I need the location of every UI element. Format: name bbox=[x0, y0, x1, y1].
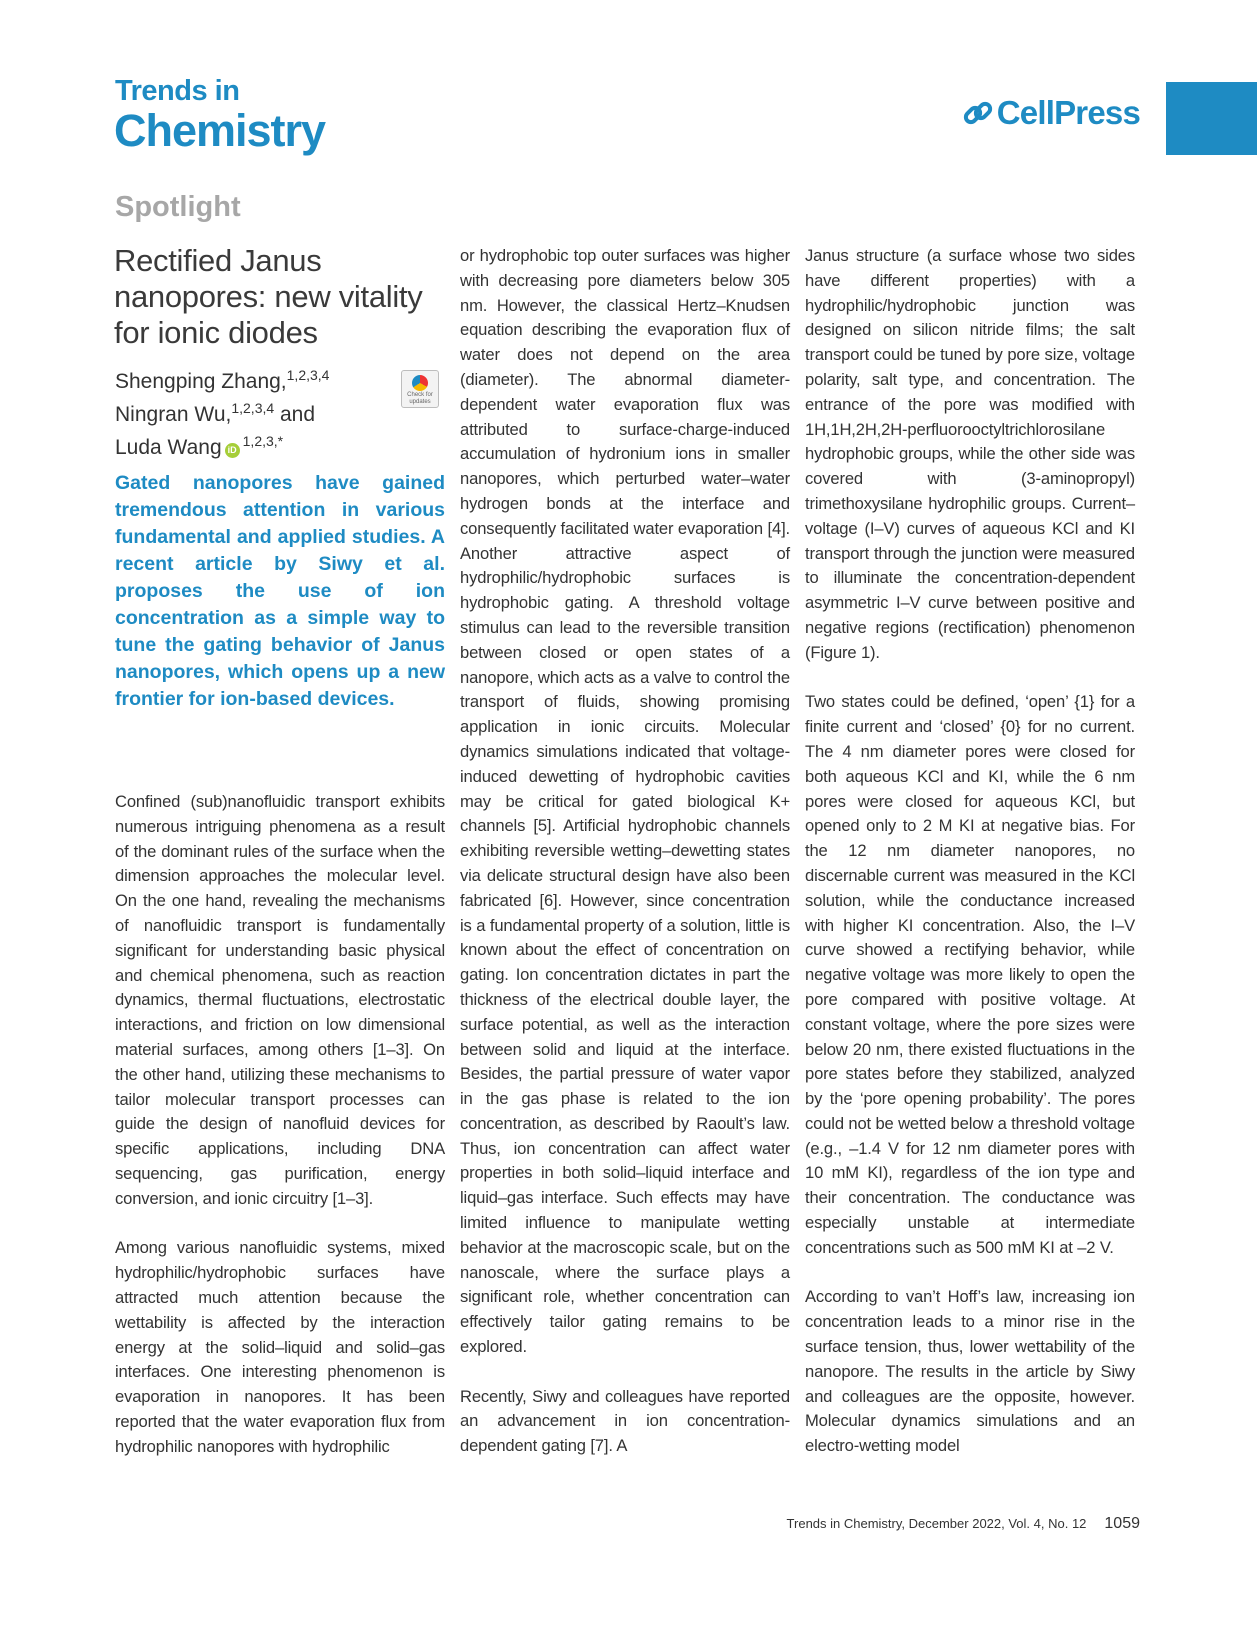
body-column-2 bbox=[460, 244, 790, 1484]
paragraph: Recently, Siwy and colleagues have reported an advancement in ion concentration-dependent gating [7]. A bbox=[460, 1386, 790, 1456]
author-2[interactable]: Ningran Wu,$^{1,2,3,4}$ and bbox=[115, 400, 316, 426]
journal-name-line2: Chemistry bbox=[114, 105, 326, 156]
article-title: Rectified Janus nanopores: new vitality for ionic diodes bbox=[114, 243, 423, 350]
paragraph: According to van’t Hoff’s law, increasing ion concentration leads to a minor rise in the surface tension, thus, lower wettability of the nanopore. The results in the article by Siwy and colleagues are the opposite, however. Molecular dynamics simulations and an electro-wetting model bbox=[805, 1287, 1135, 1456]
check-for-updates-badge[interactable] bbox=[401, 370, 439, 408]
orcid-icon[interactable]: iD bbox=[225, 443, 240, 458]
crossmark-icon bbox=[412, 375, 428, 391]
check-for-updates-label: Check for updates bbox=[407, 392, 433, 405]
paragraph: Confined (sub)nanofluidic transport exhibits numerous intriguing phenomena as a result of the dominant rules of the surface when the dimension approaches the molecular level. On the one hand, revealing the mechanisms of nanofluidic transport is fundamentally significant for understanding basic physical and chemical phenomena, such as reaction dynamics, thermal fluctuations, electrostatic interactions, and friction on low dimensional material surfaces, among others [1–3]. On the other hand, utilizing these mechanisms to tailor molecular transport processes can guide the design of nanofluid devices for specific applications, including DNA sequencing, gas purification, energy conversion, and ionic circuitry [1–3]. bbox=[115, 792, 445, 1208]
abstract: Gated nanopores have gained tremendous attention in various fundamental and applied studies. A recent article by Siwy et al. proposes the use of ion concentration as a simple way to tune the gating behavior of Janus nanopores, which opens up a new frontier for ion-based devices. bbox=[115, 472, 445, 710]
section-label: Spotlight bbox=[115, 191, 241, 223]
publisher-name: CellPress bbox=[996, 94, 1140, 131]
paragraph: Among various nanofluidic systems, mixed hydrophilic/hydrophobic surfaces have attracted much attention because the wettability is affected by the interaction energy at the solid–liquid and solid–gas interfaces. One interesting phenomenon is evaporation in nanopores. It has been reported that the water evaporation flux from hydrophilic nanopores with hydrophilic bbox=[115, 1238, 445, 1456]
publisher-logo[interactable] bbox=[963, 94, 1140, 132]
journal-name-line1: Trends in bbox=[115, 75, 240, 107]
author-1[interactable]: Shengping Zhang,$^{1,2,3,4}$ bbox=[115, 367, 330, 393]
body-column-3 bbox=[805, 244, 1135, 1484]
paragraph: Janus structure (a surface whose two sides have different properties) with a hydrophilic/hydrophobic junction was designed on silicon nitride films; the salt transport could be tuned by pore size, voltage polarity, salt type, and concentration. The entrance of the pore was modified with 1H,1H,2H,2H-perfluorooctyltrichlorosilane hydrophobic groups, while the other side was covered with (3-aminopropyl) trimethoxysilane hydrophilic groups. Current–voltage (I–V) curves of aqueous KCl and KI transport through the junction were measured to illuminate the concentration-dependent asymmetric I–V curve between positive and negative regions (rectification) phenomenon (Figure 1). bbox=[805, 246, 1135, 662]
author-3[interactable]: Luda Wang $iD^{1,2,3,*}$ bbox=[115, 433, 284, 459]
header-accent-tab bbox=[1166, 82, 1257, 155]
page-footer bbox=[787, 1515, 1140, 1533]
paragraph: Two states could be defined, ‘open’ {1} for a finite current and ‘closed’ {0} for no current. The 4 nm diameter pores were closed for both aqueous KCl and KI, while the 6 nm pores were closed for aqueous KCl, but opened only to 2 M KI at negative bias. For the 12 nm diameter nanopores, no discernable current was measured in the KCl solution, while the conductance increased with higher KI concentration. Also, the I–V curve showed a rectifying behavior, while negative voltage was more likely to open the pore compared with positive voltage. At constant voltage, where the pore sizes were below 20 nm, there existed fluctuations in the pore states before they stabilized, analyzed by the ‘pore opening probability’. The pores could not be wetted below a threshold voltage (e.g., –1.4 V for 12 nm diameter pores with 10 mM KI), regardless of the ion type and their concentration. The conductance was especially unstable at intermediate concentrations such as 500 mM KI at –2 V. bbox=[805, 692, 1135, 1257]
page-number: 1059 bbox=[1104, 1515, 1140, 1532]
cellpress-link-icon bbox=[963, 98, 993, 128]
footer-citation: Trends in Chemistry, December 2022, Vol. 4, No. 12 bbox=[786, 1516, 1087, 1531]
paragraph: or hydrophobic top outer surfaces was higher with decreasing pore diameters below 305 nm. However, the classical Hertz–Knudsen equation describing the evaporation flux of water does not depend on the area (diameter). The abnormal diameter-dependent water evaporation flux was attributed to surface-charge-induced accumulation of hydronium ions in smaller nanopores, which perturbed water–water hydrogen bonds at the interface and consequently facilitated water evaporation [4]. Another attractive aspect of hydrophilic/hydrophobic surfaces is hydrophobic gating. A threshold voltage stimulus can lead to the reversible transition between closed or open states of a nanopore, which acts as a valve to control the transport of fluids, showing promising application in ionic circuits. Molecular dynamics simulations indicated that voltage-induced dewetting of hydrophobic cavities may be critical for gated biological K+ channels [5]. Artificial hydrophobic channels exhibiting reversible wetting–dewetting states via delicate structural design have also been fabricated [6]. However, since concentration is a fundamental property of a solution, little is known about the effect of concentration on gating. Ion concentration dictates in part the thickness of the electrical double layer, the surface potential, as well as the interaction between solid and liquid at the interface. Besides, the partial pressure of water vapor in the gas phase is related to the ion concentration, as described by Raoult’s law. Thus, ion concentration can affect water properties in both solid–liquid interface and liquid–gas interface. Such effects may have limited influence to manipulate wetting behavior at the macroscopic scale, but on the nanoscale, where the surface plays a significant role, whether concentration can effectively tailor gating remains to be explored. bbox=[460, 246, 790, 1357]
author-list bbox=[115, 362, 415, 461]
body-column-1 bbox=[115, 790, 445, 1484]
